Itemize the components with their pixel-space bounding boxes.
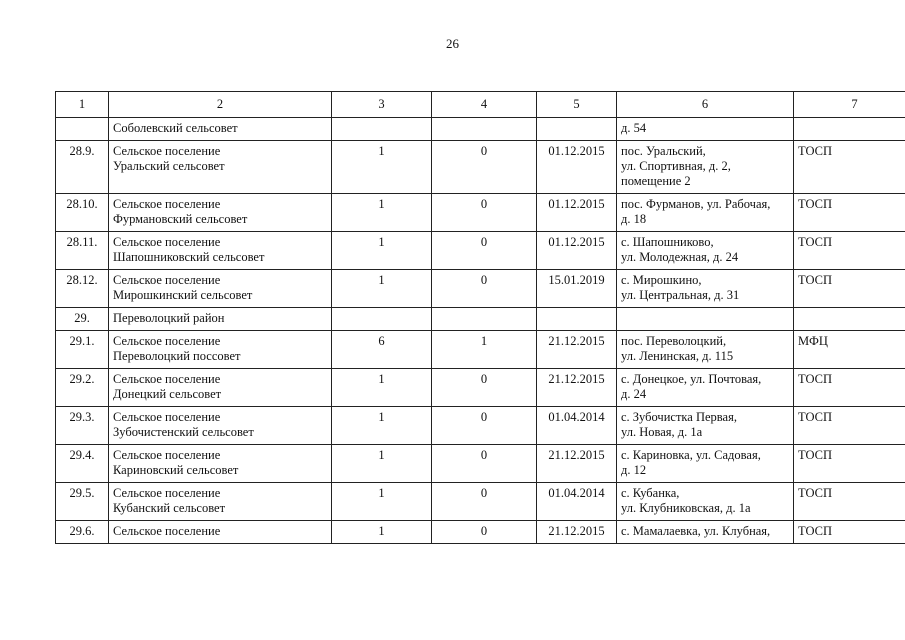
address-cell-line: пос. Фурманов, ул. Рабочая, — [621, 197, 771, 211]
settlement-name-cell-line: Кариновский сельсовет — [113, 463, 239, 477]
type-cell: МФЦ — [794, 331, 905, 369]
count-cell-3: 1 — [332, 407, 432, 445]
address-cell-line: ул. Молодежная, д. 24 — [621, 250, 739, 264]
address-cell-line: д. 24 — [621, 387, 647, 401]
address-cell-line: ул. Спортивная, д. 2, — [621, 159, 731, 173]
count-cell-3: 1 — [332, 521, 432, 544]
type-cell: ТОСП — [794, 445, 905, 483]
row-number-cell: 28.9. — [56, 141, 109, 194]
type-cell: ТОСП — [794, 141, 905, 194]
table-row — [56, 483, 905, 521]
type-cell: ТОСП — [794, 194, 905, 232]
table-header-row — [56, 92, 905, 118]
type-cell — [794, 308, 905, 331]
address-cell-line: с. Зубочистка Первая, — [621, 410, 737, 424]
table-row — [56, 369, 905, 407]
row-number-cell: 29. — [56, 308, 109, 331]
page-number: 26 — [446, 36, 459, 51]
row-number-cell: 28.12. — [56, 270, 109, 308]
settlement-name-cell — [109, 232, 332, 270]
settlement-name-cell-line: Сельское поселение — [113, 334, 221, 348]
count-cell-4: 1 — [432, 331, 537, 369]
date-cell: 01.12.2015 — [537, 232, 617, 270]
address-cell — [617, 483, 794, 521]
row-number-cell: 28.10. — [56, 194, 109, 232]
settlement-name-cell — [109, 445, 332, 483]
count-cell-4: 0 — [432, 521, 537, 544]
address-cell — [617, 407, 794, 445]
table-row — [56, 521, 905, 544]
row-number-cell: 29.6. — [56, 521, 109, 544]
count-cell-4: 0 — [432, 194, 537, 232]
address-cell — [617, 521, 794, 544]
date-cell — [537, 118, 617, 141]
address-cell-line: д. 12 — [621, 463, 647, 477]
address-cell-line: с. Шапошниково, — [621, 235, 714, 249]
date-cell: 21.12.2015 — [537, 521, 617, 544]
table-row — [56, 308, 905, 331]
settlement-name-cell-line: Сельское поселение — [113, 273, 221, 287]
settlement-name-cell-line: Мирошкинский сельсовет — [113, 288, 253, 302]
count-cell-4: 0 — [432, 232, 537, 270]
settlement-name-cell-line: Шапошниковский сельсовет — [113, 250, 265, 264]
settlement-name-cell-line: Донецкий сельсовет — [113, 387, 222, 401]
table-row — [56, 407, 905, 445]
count-cell-3: 1 — [332, 483, 432, 521]
settlement-name-cell — [109, 194, 332, 232]
count-cell-3: 6 — [332, 331, 432, 369]
settlement-name-cell-line: Сельское поселение — [113, 197, 221, 211]
address-cell-line: д. 18 — [621, 212, 647, 226]
settlement-name-cell-line: Соболевский сельсовет — [113, 121, 238, 135]
count-cell-4 — [432, 308, 537, 331]
address-cell-line: с. Донецкое, ул. Почтовая, — [621, 372, 762, 386]
header-cell: 2 — [109, 92, 332, 118]
settlement-name-cell — [109, 483, 332, 521]
address-cell — [617, 118, 794, 141]
address-cell — [617, 445, 794, 483]
settlement-name-cell-line: Зубочистенский сельсовет — [113, 425, 254, 439]
settlement-name-cell — [109, 270, 332, 308]
date-cell: 21.12.2015 — [537, 369, 617, 407]
address-cell-line: ул. Клубниковская, д. 1а — [621, 501, 751, 515]
count-cell-3 — [332, 118, 432, 141]
address-cell-line: с. Мамалаевка, ул. Клубная, — [621, 524, 771, 538]
settlement-name-cell-line: Сельское поселение — [113, 448, 221, 462]
address-cell — [617, 194, 794, 232]
date-cell — [537, 308, 617, 331]
count-cell-4: 0 — [432, 141, 537, 194]
address-cell-line: ул. Центральная, д. 31 — [621, 288, 740, 302]
date-cell: 21.12.2015 — [537, 445, 617, 483]
row-number-cell: 28.11. — [56, 232, 109, 270]
type-cell: ТОСП — [794, 369, 905, 407]
count-cell-4: 0 — [432, 270, 537, 308]
settlement-name-cell-line: Переволоцкий район — [113, 311, 225, 325]
header-cell: 4 — [432, 92, 537, 118]
settlement-name-cell-line: Переволоцкий поссовет — [113, 349, 241, 363]
address-cell-line: с. Кубанка, — [621, 486, 680, 500]
count-cell-3 — [332, 308, 432, 331]
count-cell-4: 0 — [432, 369, 537, 407]
count-cell-4: 0 — [432, 407, 537, 445]
count-cell-3: 1 — [332, 194, 432, 232]
count-cell-3: 1 — [332, 232, 432, 270]
count-cell-3: 1 — [332, 445, 432, 483]
count-cell-3: 1 — [332, 369, 432, 407]
table-row — [56, 331, 905, 369]
row-number-cell: 29.1. — [56, 331, 109, 369]
address-cell-line: ул. Новая, д. 1а — [621, 425, 703, 439]
table-row — [56, 194, 905, 232]
settlement-name-cell-line: Кубанский сельсовет — [113, 501, 226, 515]
settlement-name-cell-line: Фурмановский сельсовет — [113, 212, 248, 226]
count-cell-4: 0 — [432, 483, 537, 521]
type-cell: ТОСП — [794, 270, 905, 308]
settlement-name-cell-line: Сельское поселение — [113, 372, 221, 386]
date-cell: 21.12.2015 — [537, 331, 617, 369]
settlement-name-cell — [109, 369, 332, 407]
type-cell: ТОСП — [794, 483, 905, 521]
settlement-name-cell — [109, 521, 332, 544]
type-cell: ТОСП — [794, 407, 905, 445]
address-cell-line: д. 54 — [621, 121, 647, 135]
header-cell: 6 — [617, 92, 794, 118]
count-cell-3: 1 — [332, 270, 432, 308]
date-cell: 01.04.2014 — [537, 483, 617, 521]
address-cell-line: с. Кариновка, ул. Садовая, — [621, 448, 761, 462]
settlement-name-cell-line: Сельское поселение — [113, 524, 221, 538]
date-cell: 01.12.2015 — [537, 194, 617, 232]
table-row — [56, 118, 905, 141]
count-cell-4 — [432, 118, 537, 141]
count-cell-4: 0 — [432, 445, 537, 483]
address-cell — [617, 331, 794, 369]
address-cell-line: с. Мирошкино, — [621, 273, 702, 287]
settlement-name-cell — [109, 141, 332, 194]
address-cell — [617, 141, 794, 194]
type-cell — [794, 118, 905, 141]
table-row — [56, 232, 905, 270]
date-cell: 01.12.2015 — [537, 141, 617, 194]
settlement-name-cell — [109, 407, 332, 445]
address-cell-line: ул. Ленинская, д. 115 — [621, 349, 734, 363]
row-number-cell: 29.2. — [56, 369, 109, 407]
address-cell-line: пос. Переволоцкий, — [621, 334, 727, 348]
address-cell — [617, 308, 794, 331]
row-number-cell: 29.5. — [56, 483, 109, 521]
table-row — [56, 141, 905, 194]
count-cell-3: 1 — [332, 141, 432, 194]
settlement-name-cell-line: Сельское поселение — [113, 144, 221, 158]
settlement-name-cell — [109, 331, 332, 369]
settlement-name-cell-line: Сельское поселение — [113, 486, 221, 500]
header-cell: 7 — [794, 92, 905, 118]
type-cell: ТОСП — [794, 521, 905, 544]
address-cell — [617, 369, 794, 407]
table-row — [56, 445, 905, 483]
settlement-name-cell-line: Уральский сельсовет — [113, 159, 225, 173]
row-number-cell: 29.3. — [56, 407, 109, 445]
row-number-cell — [56, 118, 109, 141]
settlement-name-cell-line: Сельское поселение — [113, 235, 221, 249]
settlement-name-cell — [109, 118, 332, 141]
settlement-name-cell-line: Сельское поселение — [113, 410, 221, 424]
address-cell — [617, 232, 794, 270]
date-cell: 01.04.2014 — [537, 407, 617, 445]
document-table — [55, 91, 905, 544]
table-row — [56, 270, 905, 308]
address-cell — [617, 270, 794, 308]
address-cell-line: пос. Уральский, — [621, 144, 706, 158]
header-cell: 5 — [537, 92, 617, 118]
header-cell: 1 — [56, 92, 109, 118]
date-cell: 15.01.2019 — [537, 270, 617, 308]
header-cell: 3 — [332, 92, 432, 118]
settlement-name-cell — [109, 308, 332, 331]
address-cell-line: помещение 2 — [621, 174, 691, 188]
type-cell: ТОСП — [794, 232, 905, 270]
row-number-cell: 29.4. — [56, 445, 109, 483]
